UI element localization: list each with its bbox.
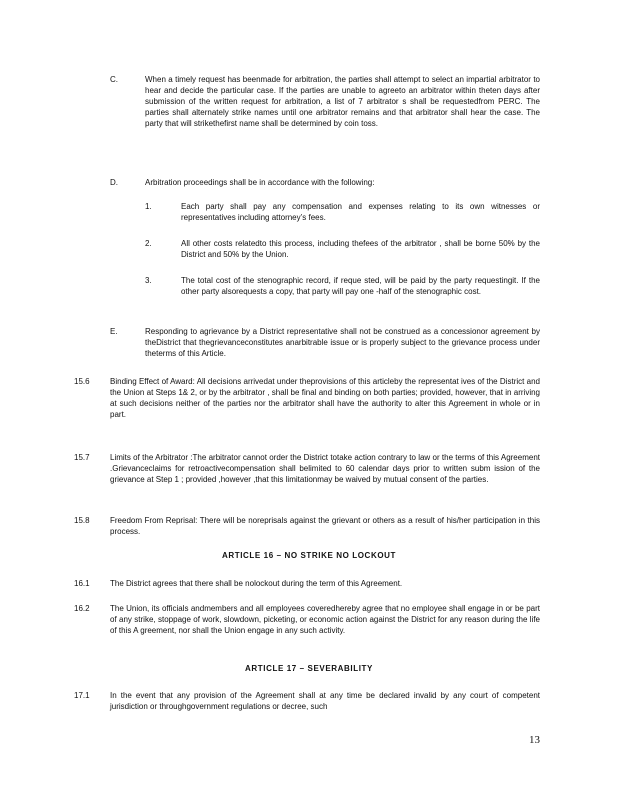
item-number: C. [110,75,118,84]
section-number: 16.1 [74,579,90,588]
section-number: 16.2 [74,604,90,613]
section-15-8: Freedom From Reprisal: There will be noreprisals against the grievant or others as a result of his/her participation in this process. [110,516,540,537]
section-16-1: The District agrees that there shall be nolockout during the term of this Agreement. [110,579,403,588]
article-16-heading: ARTICLE 16 – NO STRIKE NO LOCKOUT [221,551,397,560]
paragraph-e: Responding to agrievance by a District representative shall not be construed as a concessionor agreement by theDistrict that thegrievanceconstitutes anarbitrable issue or is properly subject to the grievance process under theterms of this Article. [145,327,540,359]
item-number: 2. [145,239,152,248]
section-16-2: The Union, its officials andmembers and all employees coveredhereby agree that no employee shall engage in or be part of any strike, stoppage of work, slowdown, picketing, or economic action against the District for any reason during the life of this A greement, nor shall the Union engage in any such activity. [110,604,540,636]
section-17-1: In the event that any provision of the Agreement shall at any time be declared invalid by any court of competent jurisdiction or throughgovernment regulations or decree, such [110,691,540,712]
paragraph-d: Arbitration proceedings shall be in accordance with the following: [145,178,375,187]
item-number: 3. [145,276,152,285]
section-number: 15.8 [74,516,90,525]
section-15-7: Limits of the Arbitrator :The arbitrator cannot order the District totake action contrary to law or the terms of this Agreement .Grievanceclaims for retroactivecompensation shall belimited to 60 calendar days prior to written subm ission of the grievance at Step 1 ; provided ,however ,that this limitationmay be waived by mutual consent of the parties. [110,453,540,485]
page-number: 13 [529,734,540,746]
item-number: 1. [145,202,152,211]
section-number: 15.6 [74,377,90,386]
item-number: D. [110,178,118,187]
section-number: 17.1 [74,691,90,700]
item-number: E. [110,327,118,336]
paragraph-d2: All other costs relatedto this process, including thefees of the arbitrator , shall be borne 50% by the District and 50% by the Union. [181,239,540,260]
article-17-heading: ARTICLE 17 – SEVERABILITY [245,664,373,673]
paragraph-c: When a timely request has beenmade for arbitration, the parties shall attempt to select an impartial arbitrator to hear and decide the particular case. If the parties are unable to agreeto an arbitrator within theten days after submission of the written request for arbitration, a list of 7 arbitrator s shall be requestedfrom PERC. The parties shall alternately strike names until one arbitrator remains and that arbitrator shall hear the case. The party that will strikethefirst name shall be determined by coin toss. [145,75,540,129]
section-number: 15.7 [74,453,90,462]
section-15-6: Binding Effect of Award: All decisions arrivedat under theprovisions of this articleby the representat ives of the District and the Union at Steps 1& 2, or by the arbitrator , shall be final and binding on both parties; provided, however, that in arriving at such decisions neither of the parties nor the arbitrator shall have the authority to alter this Agreement in whole or in part. [110,377,540,420]
paragraph-d3: The total cost of the stenographic record, if reque sted, will be paid by the party requestingit. If the other party alsorequests a copy, that party will pay one -half of the stenographic cost. [181,276,540,297]
paragraph-d1: Each party shall pay any compensation and expenses relating to its own witnesses or representatives including attorney’s fees. [181,202,540,223]
